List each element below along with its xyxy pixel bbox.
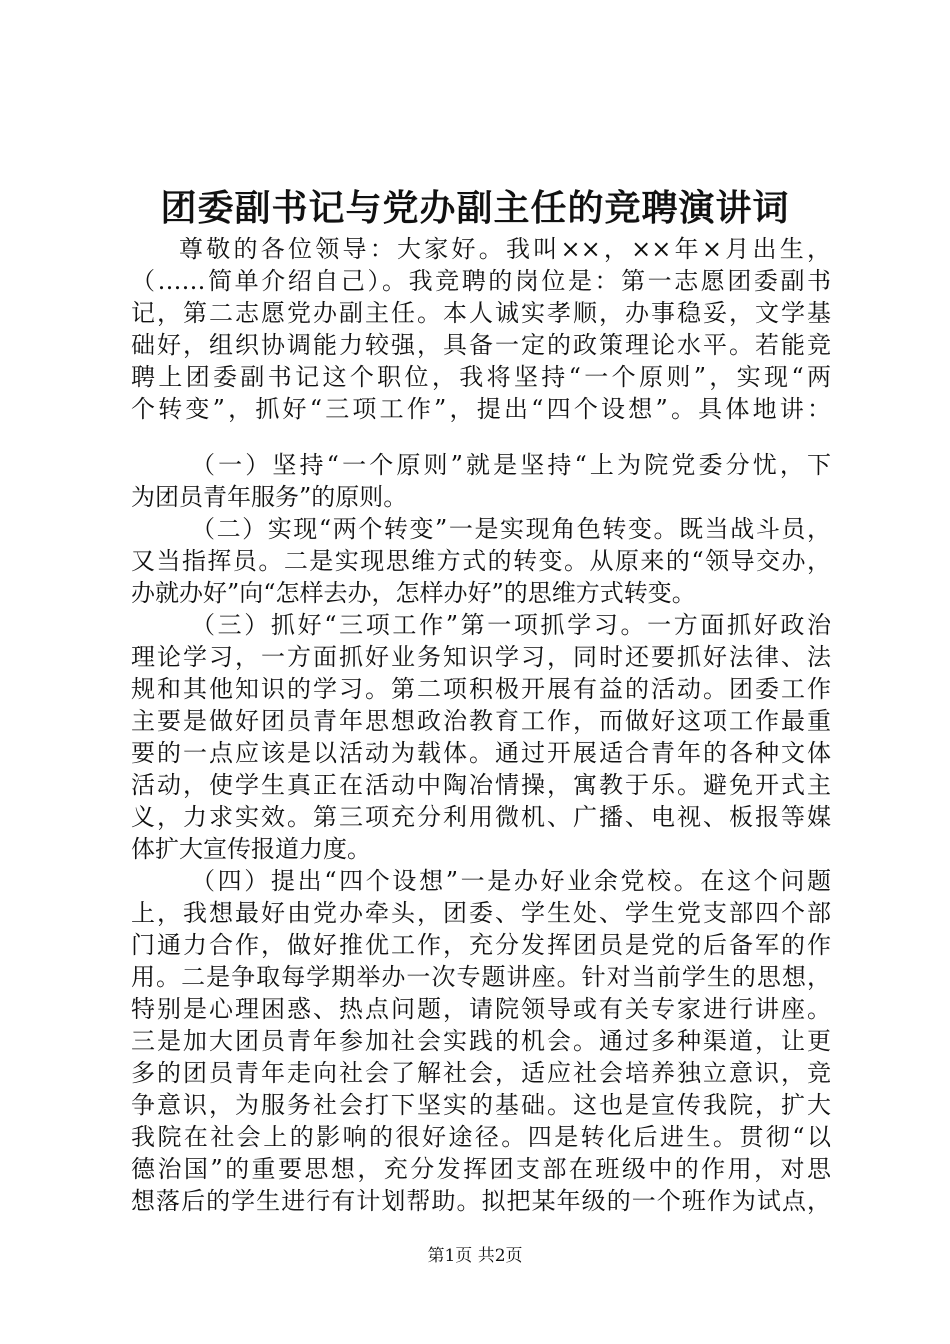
text-line: 想落后的学生进行有计划帮助。拟把某年级的一个班作为试点， [131, 1187, 831, 1215]
text-line: 义，力求实效。第三项充分利用微机、广播、电视、板报等媒 [131, 803, 831, 831]
text-line: 础好，组织协调能力较强，具备一定的政策理论水平。若能竞 [131, 331, 831, 359]
page-footer: 第1页 共2页 [427, 1246, 523, 1266]
text-line: （四）提出“四个设想”一是办好业余党校。在这个问题 [191, 867, 831, 895]
text-line: 争意识，为服务社会打下坚实的基础。这也是宣传我院，扩大 [131, 1091, 831, 1119]
text-line: 要的一点应该是以活动为载体。通过开展适合青年的各种文体 [131, 739, 831, 767]
paragraph-one-principle [131, 449, 831, 513]
text-line: 个转变”，抓好“三项工作”，提出“四个设想”。具体地讲： [131, 395, 831, 423]
text-line: 德治国”的重要思想，充分发挥团支部在班级中的作用，对思 [131, 1155, 831, 1183]
text-line: 用。二是争取每学期举办一次专题讲座。针对当前学生的思想， [131, 963, 831, 991]
text-line: 规和其他知识的学习。第二项积极开展有益的活动。团委工作 [131, 675, 831, 703]
text-line: （三）抓好“三项工作”第一项抓学习。一方面抓好政治 [191, 611, 831, 639]
text-line: 理论学习，一方面抓好业务知识学习，同时还要抓好法律、法 [131, 643, 831, 671]
text-line: （一）坚持“一个原则”就是坚持“上为院党委分忧，下 [191, 451, 831, 479]
text-line: 主要是做好团员青年思想政治教育工作，而做好这项工作最重 [131, 707, 831, 735]
paragraph-two-transitions [131, 513, 831, 609]
text-line: 多的团员青年走向社会了解社会，适应社会培养独立意识，竞 [131, 1059, 831, 1087]
text-line: 办就办好”向“怎样去办，怎样办好”的思维方式转变。 [131, 579, 696, 607]
paragraph-gap [131, 425, 831, 449]
text-line: 记，第二志愿党办副主任。本人诚实孝顺，办事稳妥，文学基 [131, 299, 831, 327]
paragraph-intro [131, 233, 831, 425]
text-line: 活动，使学生真正在活动中陶冶情操，寓教于乐。避免开式主 [131, 771, 831, 799]
text-line: 体扩大宣传报道力度。 [131, 835, 371, 863]
text-line: 三是加大团员青年参加社会实践的机会。通过多种渠道，让更 [131, 1027, 831, 1055]
text-line: 门通力合作，做好推优工作，充分发挥团员是党的后备军的作 [131, 931, 831, 959]
paragraph-three-tasks [131, 609, 831, 865]
text-line: 特别是心理困惑、热点问题，请院领导或有关专家进行讲座。 [131, 995, 831, 1023]
text-line: 我院在社会上的影响的很好途径。四是转化后进生。贯彻“以 [131, 1123, 831, 1151]
paragraph-four-ideas [131, 865, 831, 1217]
text-line: 尊敬的各位领导：大家好。我叫××，××年×月出生， [179, 235, 831, 263]
text-line: 上，我想最好由党办牵头，团委、学生处、学生党支部四个部 [131, 899, 831, 927]
document-title: 团委副书记与党办副主任的竞聘演讲词 [160, 187, 790, 229]
document-body [131, 233, 831, 1217]
text-line: 为团员青年服务”的原则。 [131, 483, 408, 511]
text-line: 又当指挥员。二是实现思维方式的转变。从原来的“领导交办， [131, 547, 831, 575]
text-line: （二）实现“两个转变”一是实现角色转变。既当战斗员， [191, 515, 831, 543]
text-line: （……简单介绍自己）。我竞聘的岗位是：第一志愿团委副书 [131, 267, 831, 295]
text-line: 聘上团委副书记这个职位，我将坚持“一个原则”，实现“两 [131, 363, 831, 391]
